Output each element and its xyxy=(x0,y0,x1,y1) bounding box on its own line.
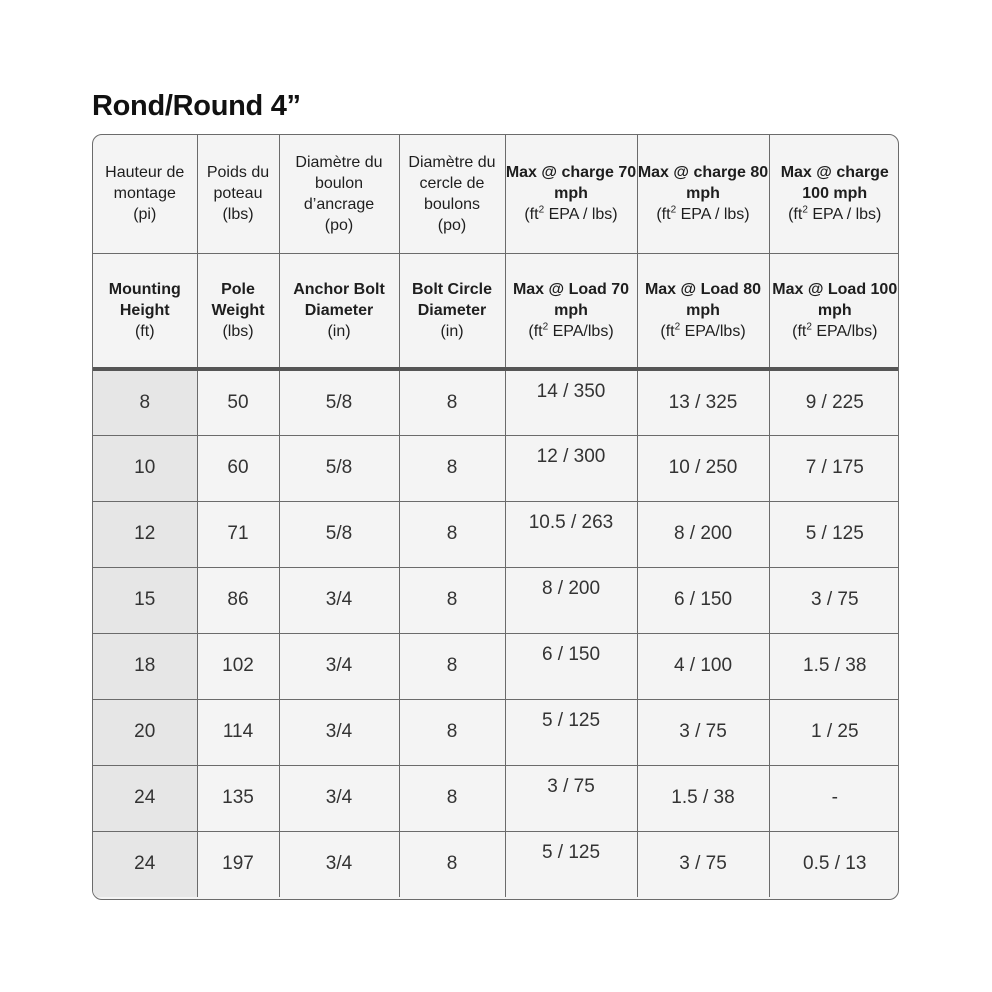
table-cell: 14 / 350 xyxy=(505,369,637,435)
header-en-cell: Mounting Height (ft) xyxy=(93,253,197,369)
table-cell: 3 / 75 xyxy=(769,567,899,633)
table-row xyxy=(93,699,899,765)
table-cell: 3/4 xyxy=(279,699,399,765)
header-fr-cell: Poids du poteau (lbs) xyxy=(197,135,279,253)
table-row xyxy=(93,435,899,501)
table-cell: 8 / 200 xyxy=(637,501,769,567)
header-en-cell: Max @ Load 70 mph ($ft^2$ EPA/lbs) xyxy=(505,253,637,369)
header-en-cell: Max @ Load 100 mph ($ft^2$ EPA/lbs) xyxy=(769,253,899,369)
table-cell: 8 xyxy=(399,435,505,501)
table-cell: 10.5 / 263 xyxy=(505,501,637,567)
table-cell: 135 xyxy=(197,765,279,831)
header-en-cell: Bolt Circle Diameter (in) xyxy=(399,253,505,369)
table-cell: 15 xyxy=(93,567,197,633)
table-row xyxy=(93,633,899,699)
table-cell: 12 xyxy=(93,501,197,567)
header-en-cell: Anchor Bolt Diameter (in) xyxy=(279,253,399,369)
table-cell: 1.5 / 38 xyxy=(769,633,899,699)
table-cell: 24 xyxy=(93,765,197,831)
table-row xyxy=(93,765,899,831)
table-cell: 8 xyxy=(399,765,505,831)
table-cell: 8 xyxy=(399,369,505,435)
table-cell: 3 / 75 xyxy=(637,699,769,765)
table-cell: 8 xyxy=(399,699,505,765)
table-cell: 8 xyxy=(93,369,197,435)
table-cell: 50 xyxy=(197,369,279,435)
header-row-fr xyxy=(93,135,899,253)
specs-table xyxy=(93,135,899,897)
table-cell: 7 / 175 xyxy=(769,435,899,501)
table-cell: 10 / 250 xyxy=(637,435,769,501)
table-cell: 6 / 150 xyxy=(505,633,637,699)
table-cell: 6 / 150 xyxy=(637,567,769,633)
table-cell: 3 / 75 xyxy=(637,831,769,897)
table-cell: 3 / 75 xyxy=(505,765,637,831)
table-cell: 5 / 125 xyxy=(769,501,899,567)
table-cell: 5/8 xyxy=(279,369,399,435)
table-cell: 12 / 300 xyxy=(505,435,637,501)
header-en-cell: Max @ Load 80 mph ($ft^2$ EPA/lbs) xyxy=(637,253,769,369)
table-cell: 71 xyxy=(197,501,279,567)
table-cell: 8 xyxy=(399,567,505,633)
table-cell: 3/4 xyxy=(279,567,399,633)
table-cell: 3/4 xyxy=(279,633,399,699)
table-cell: 5/8 xyxy=(279,435,399,501)
table-cell: 4 / 100 xyxy=(637,633,769,699)
table-cell: 5 / 125 xyxy=(505,831,637,897)
header-fr-cell: Diamètre du cercle de boulons (po) xyxy=(399,135,505,253)
table-cell: 18 xyxy=(93,633,197,699)
table-cell: 3/4 xyxy=(279,765,399,831)
table-cell: 13 / 325 xyxy=(637,369,769,435)
header-fr-cell: Diamètre du boulon d’ancrage (po) xyxy=(279,135,399,253)
table-cell: 10 xyxy=(93,435,197,501)
header-fr-cell: Max @ charge 100 mph ($ft^2$ EPA / lbs) xyxy=(769,135,899,253)
table-cell: 114 xyxy=(197,699,279,765)
table-cell: 8 xyxy=(399,831,505,897)
header-en-cell: Pole Weight (lbs) xyxy=(197,253,279,369)
header-fr-cell: Max @ charge 70 mph ($ft^2$ EPA / lbs) xyxy=(505,135,637,253)
header-row-en xyxy=(93,253,899,369)
specs-table-container xyxy=(92,134,899,900)
table-row xyxy=(93,831,899,897)
table-row xyxy=(93,369,899,435)
table-cell: 9 / 225 xyxy=(769,369,899,435)
table-row xyxy=(93,501,899,567)
table-cell: 8 xyxy=(399,633,505,699)
table-cell: 86 xyxy=(197,567,279,633)
table-cell: 5/8 xyxy=(279,501,399,567)
table-cell: 8 xyxy=(399,501,505,567)
table-row xyxy=(93,567,899,633)
table-cell: 0.5 / 13 xyxy=(803,853,867,875)
table-cell: 20 xyxy=(93,699,197,765)
table-cell: 5 / 125 xyxy=(505,699,637,765)
table-cell: 1.5 / 38 xyxy=(637,765,769,831)
page-title: Rond/Round 4” xyxy=(92,90,301,122)
table-cell: 3/4 xyxy=(279,831,399,897)
table-cell: - xyxy=(769,765,899,831)
table-cell: 197 xyxy=(197,831,279,897)
table-cell: 1 / 25 xyxy=(769,699,899,765)
header-fr-cell: Hauteur de montage (pi) xyxy=(93,135,197,253)
table-cell: 60 xyxy=(197,435,279,501)
table-cell: 24 xyxy=(93,831,197,897)
table-cell: 8 / 200 xyxy=(505,567,637,633)
table-body xyxy=(93,369,899,897)
header-fr-cell: Max @ charge 80 mph ($ft^2$ EPA / lbs) xyxy=(637,135,769,253)
table-cell: 102 xyxy=(197,633,279,699)
